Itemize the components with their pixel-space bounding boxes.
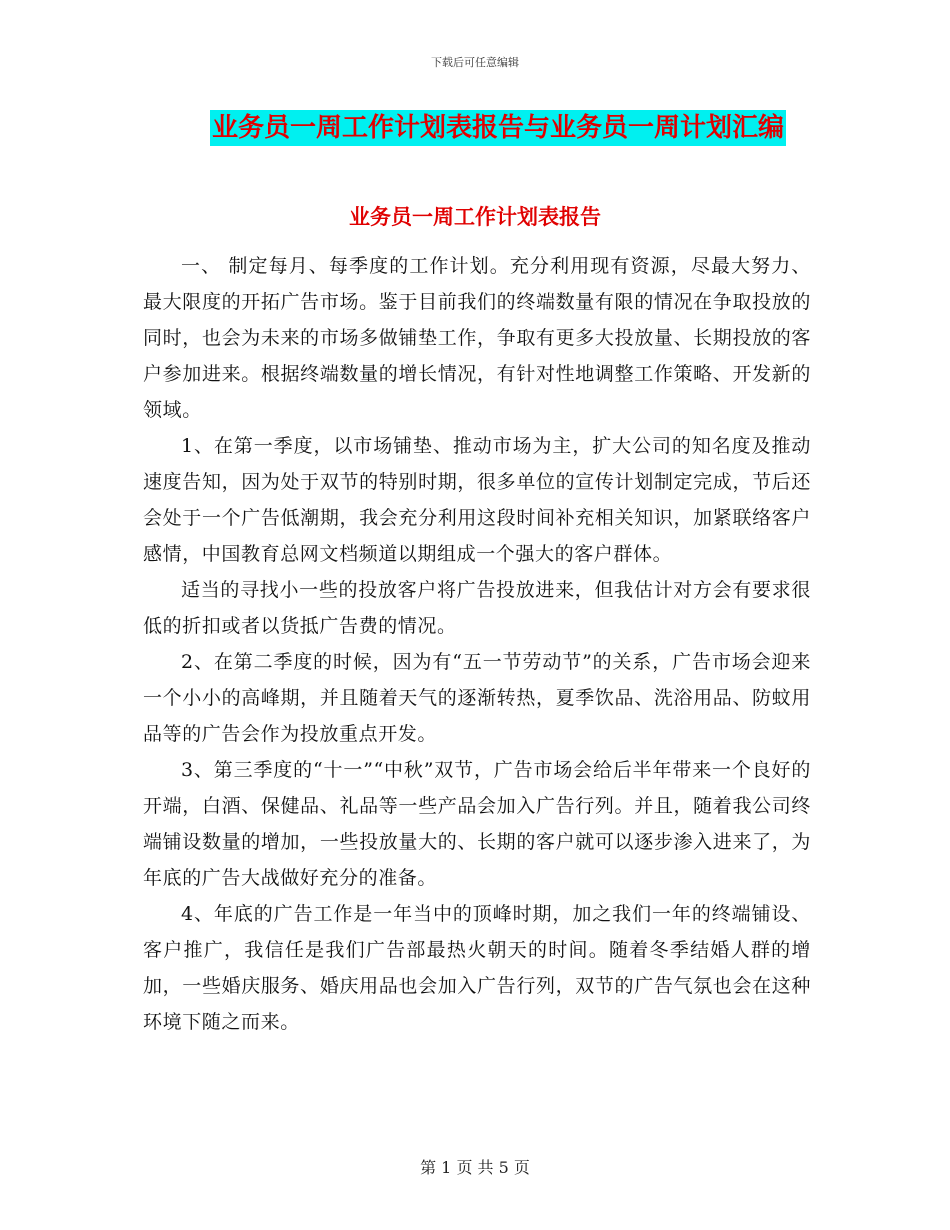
paragraph-2: 1、在第一季度，以市场铺垫、推动市场为主，扩大公司的知名度及推动速度告知，因为处于双节的特别时期，很多单位的宣传计划制定完成，节后还会处于一个广告低潮期，我会充分利用这段时间补充相关知识，加紧联络客户感情，中国教育总网文档频道以期组成一个强大的客户群体。 xyxy=(143,435,811,565)
paragraph-5: 3、第三季度的“十一”“中秋”双节，广告市场会给后半年带来一个良好的开端，白酒、保健品、礼品等一些产品会加入广告行列。并且，随着我公司终端铺设数量的增加，一些投放量大的、长期的客户就可以逐步渗入进来了，为年底的广告大战做好充分的准备。 xyxy=(143,759,811,889)
sub-title: 业务员一周工作计划表报告 xyxy=(349,205,601,229)
document-body xyxy=(143,248,811,1040)
paragraph-1: 一、 制定每月、每季度的工作计划。充分利用现有资源，尽最大努力、最大限度的开拓广告市场。鉴于目前我们的终端数量有限的情况在争取投放的同时，也会为未来的市场多做铺垫工作，争取有更多大投放量、长期投放的客户参加进来。根据终端数量的增长情况，有针对性地调整工作策略、开发新的领域。 xyxy=(143,255,811,421)
paragraph-6: 4、年底的广告工作是一年当中的顶峰时期，加之我们一年的终端铺设、客户推广，我信任是我们广告部最热火朝天的时间。随着冬季结婚人群的增加，一些婚庆服务、婚庆用品也会加入广告行列，双节的广告气氛也会在这种环境下随之而来。 xyxy=(143,903,811,1033)
page-footer: 第 1 页 共 5 页 xyxy=(420,1158,530,1177)
header-note: 下载后可任意编辑 xyxy=(431,56,519,69)
main-title: 业务员一周工作计划表报告与业务员一周计划汇编 xyxy=(210,110,786,146)
paragraph-4: 2、在第二季度的时候，因为有“五一节劳动节”的关系，广告市场会迎来一个小小的高峰期，并且随着天气的逐渐转热，夏季饮品、洗浴用品、防蚊用品等的广告会作为投放重点开发。 xyxy=(143,651,811,745)
main-title-container xyxy=(0,110,950,146)
paragraph-3: 适当的寻找小一些的投放客户将广告投放进来，但我估计对方会有要求很低的折扣或者以货抵广告费的情况。 xyxy=(143,579,811,637)
